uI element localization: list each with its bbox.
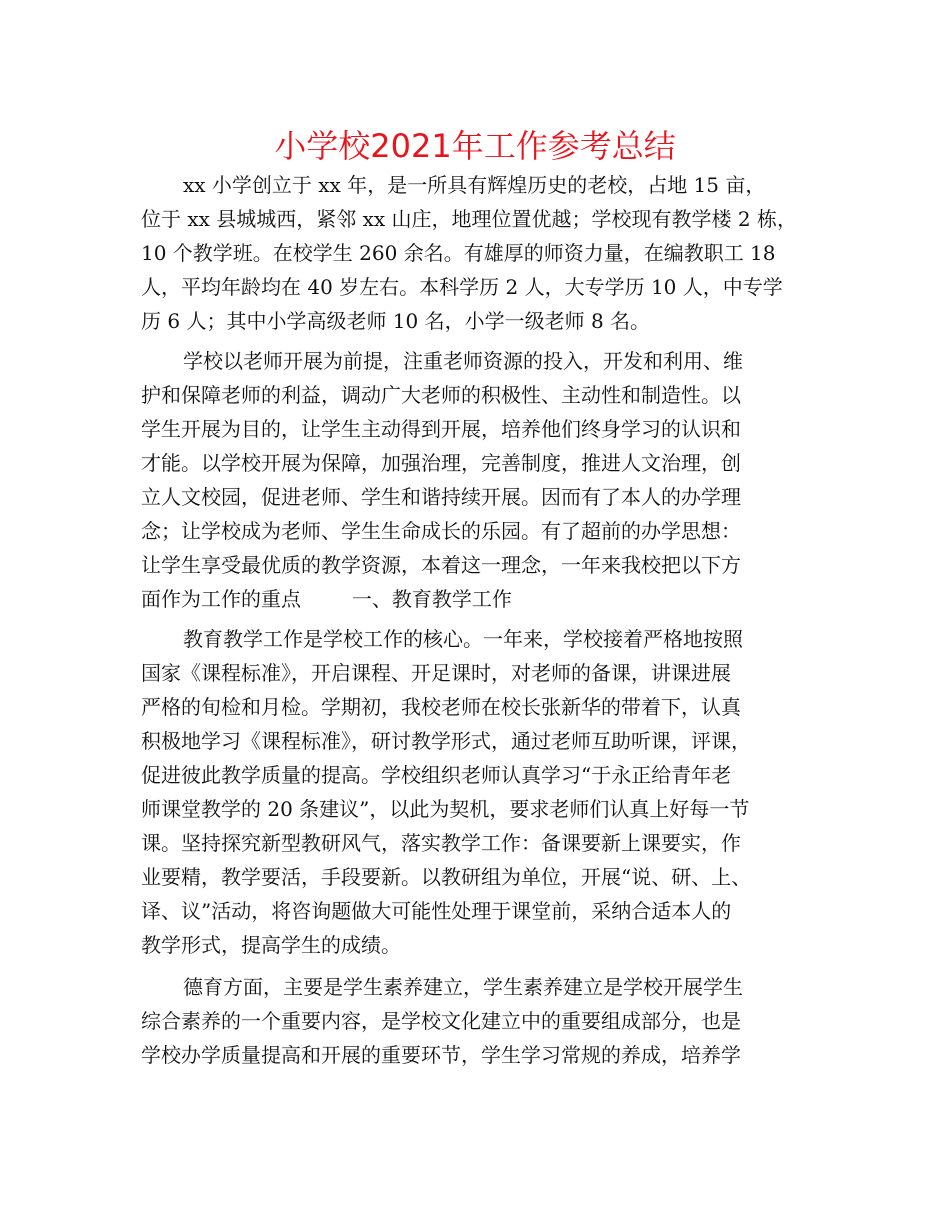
paragraph-line: 位于 xx 县城城西，紧邻 xx 山庄，地理位置优越；学校现有教学楼 2 栋，: [141, 207, 797, 231]
paragraph-line: xx 小学创立于 xx 年，是一所具有辉煌历史的老校，占地 15 亩，: [183, 173, 766, 197]
paragraph-line: 学校以老师开展为前提，注重老师资源的投入，开发和利用、维: [183, 349, 743, 373]
paragraph-line: 面作为工作的重点 一、教育教学工作: [141, 587, 512, 611]
paragraph-line: 护和保障老师的利益，调动广大老师的积极性、主动性和制造性。以: [141, 383, 741, 407]
paragraph-line: 教育教学工作是学校工作的核心。一年来，学校接着严格地按照: [183, 627, 743, 651]
paragraph-line: 课。坚持探究新型教研风气，落实教学工作：备课要新上课要实，作: [141, 831, 741, 855]
paragraph-line: 让学生享受最优质的教学资源，本着这一理念，一年来我校把以下方: [141, 553, 741, 577]
paragraph-line: 综合素养的一个重要内容，是学校文化建立中的重要组成部分，也是: [141, 1009, 741, 1033]
paragraph-line: 才能。以学校开展为保障，加强治理，完善制度，推进人文治理，创: [141, 451, 741, 475]
paragraph-line: 译、议”活动，将咨询题做大可能性处理于课堂前，采纳合适本人的: [141, 899, 732, 923]
paragraph-line: 学校办学质量提高和开展的重要环节，学生学习常规的养成，培养学: [141, 1043, 741, 1067]
paragraph-line: 师课堂教学的 20 条建议”，以此为契机，要求老师们认真上好每一节: [141, 797, 750, 821]
document-title: 小学校2021年工作参考总结: [274, 127, 676, 165]
paragraph-line: 促进彼此教学质量的提高。学校组织老师认真学习“于永正给青年老: [141, 763, 732, 787]
paragraph-line: 国家《课程标准》，开启课程、开足课时，对老师的备课，讲课进展: [141, 661, 731, 685]
paragraph-line: 教学形式，提高学生的成绩。: [141, 933, 401, 957]
paragraph-line: 严格的旬检和月检。学期初，我校老师在校长张新华的带着下，认真: [141, 695, 741, 719]
paragraph-line: 立人文校园，促进老师、学生和谐持续开展。因而有了本人的办学理: [141, 485, 741, 509]
paragraph-line: 业要精，教学要活，手段要新。以教研组为单位，开展“说、研、上、: [141, 865, 752, 889]
paragraph-line: 历 6 人；其中小学高级老师 10 名，小学一级老师 8 名。: [141, 309, 651, 333]
paragraph-line: 人，平均年龄均在 40 岁左右。本科学历 2 人，大专学历 10 人，中专学: [141, 275, 783, 299]
paragraph-line: 学生开展为目的，让学生主动得到开展，培养他们终身学习的认识和: [141, 417, 741, 441]
paragraph-line: 念；让学校成为老师、学生生命成长的乐园。有了超前的办学思想：: [141, 519, 741, 543]
paragraph-line: 10 个教学班。在校学生 260 余名。有雄厚的师资力量，在编教职工 18: [141, 241, 776, 265]
paragraph-line: 积极地学习《课程标准》，研讨教学形式，通过老师互助听课，评课，: [141, 729, 751, 753]
paragraph-line: 德育方面，主要是学生素养建立，学生素养建立是学校开展学生: [183, 975, 743, 999]
